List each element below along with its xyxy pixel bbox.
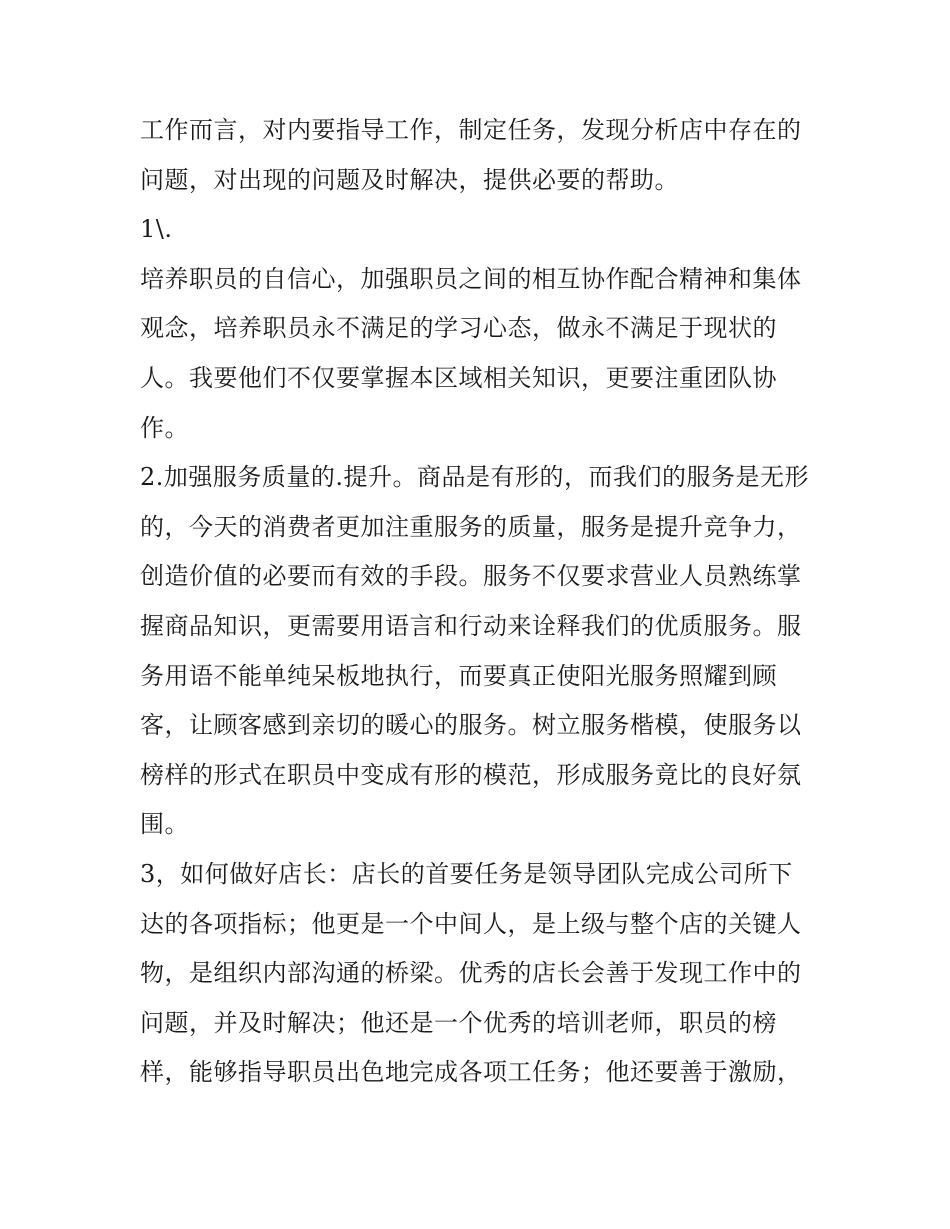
- text-line: 握商品知识，更需要用语言和行动来诠释我们的优质服务。服: [140, 611, 802, 640]
- text-line: 的，今天的消费者更加注重服务的质量，服务是提升竞争力，: [140, 512, 802, 541]
- text-line: 人。我要他们不仅要掌握本区域相关知识，更要注重团队协: [140, 363, 777, 392]
- text-line: 2.加强服务质量的.提升。商品是有形的，而我们的服务是无形: [140, 463, 810, 492]
- text-line: 作。: [140, 413, 189, 442]
- text-line: 物，是组织内部沟通的桥梁。优秀的店长会善于发现工作中的: [140, 959, 802, 988]
- text-line: 务用语不能单纯呆板地执行，而要真正使阳光服务照耀到顾: [140, 661, 777, 690]
- list-number: 1\.: [140, 215, 173, 244]
- text-line: 创造价值的必要而有效的手段。服务不仅要求营业人员熟练掌: [140, 562, 802, 591]
- text-line: 工作而言，对内要指导工作，制定任务，发现分析店中存在的: [140, 116, 802, 144]
- text-line: 观念，培养职员永不满足的学习心态，做永不满足于现状的: [140, 314, 777, 343]
- text-line: 样，能够指导职员出色地完成各项工任务；他还要善于激励，: [140, 1058, 802, 1087]
- text-line: 问题，对出现的问题及时解决，提供必要的帮助。: [140, 165, 679, 194]
- text-line: 问题，并及时解决；他还是一个优秀的培训老师，职员的榜: [140, 1008, 777, 1037]
- text-line: 客，让顾客感到亲切的暖心的服务。树立服务楷模，使服务以: [140, 711, 802, 740]
- text-line: 3，如何做好店长：店长的首要任务是领导团队完成公司所下: [140, 859, 793, 888]
- text-line: 培养职员的自信心，加强职员之间的相互协作配合精神和集体: [140, 264, 802, 293]
- text-line: 达的各项指标；他更是一个中间人，是上级与整个店的关键人: [140, 909, 802, 938]
- document-page: [140, 106, 820, 1098]
- text-line: 围。: [140, 810, 189, 839]
- text-line: 榜样的形式在职员中变成有形的模范，形成服务竟比的良好氛: [140, 760, 802, 789]
